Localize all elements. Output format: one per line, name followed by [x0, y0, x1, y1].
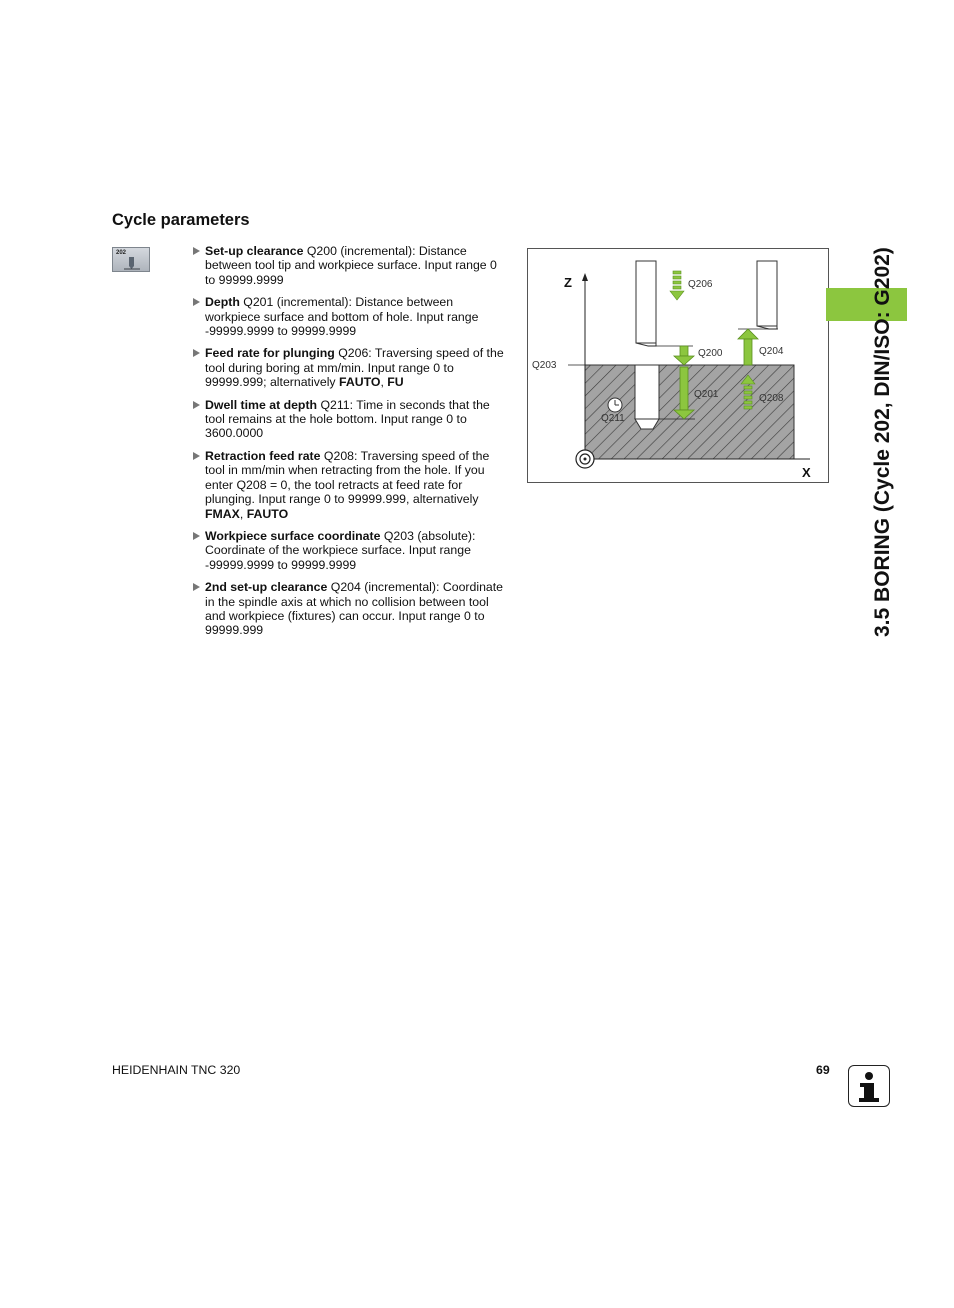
z-axis-arrowhead: [582, 273, 588, 281]
footer-manual-title: HEIDENHAIN TNC 320: [112, 1063, 241, 1077]
parameter-description: Q200 (incremental): Distance between tool tip and workpiece surface. Input range 0 to 99999.9999: [205, 244, 497, 287]
parameter-separator: ,: [239, 506, 247, 521]
parameter-name: Dwell time at depth: [205, 397, 318, 412]
section-title: Cycle parameters: [112, 211, 250, 229]
page-number: 69: [816, 1063, 830, 1077]
label-q211: Q211: [601, 413, 625, 424]
parameter-description: Q201 (incremental): Distance between workpiece surface and bottom of hole. Input range -99999.9999 to 99999.9999: [205, 295, 479, 339]
parameter-name: Set-up clearance: [205, 244, 304, 258]
parameter-option: FU: [387, 375, 404, 390]
bullet-triangle-icon: [193, 452, 200, 460]
bullet-triangle-icon: [193, 401, 200, 409]
label-q201: Q201: [694, 389, 719, 400]
label-q208: Q208: [759, 393, 784, 404]
parameter-description: Q211: Time in seconds that the tool remains at the hole bottom. Input range 0 to 3600.0000: [205, 397, 490, 441]
parameter-description: Q203 (absolute): Coordinate of the workpiece surface. Input range -99999.9999 to 99999.9999: [205, 528, 476, 572]
parameter-item: [192, 529, 508, 572]
parameter-description: Q204 (incremental): Coordinate in the spindle axis at which no collision between tool and workpiece (fixtures) can occur. Input range 0 to 99999.999: [205, 580, 504, 638]
parameter-description: Q206: Traversing speed of the tool during boring at mm/min. Input range 0 to 99999.999; alternatively: [205, 346, 504, 390]
second-setup-clearance-arrow: [738, 329, 758, 365]
label-q204: Q204: [759, 346, 784, 357]
bullet-triangle-icon: [193, 298, 200, 306]
tool-right: [757, 261, 777, 326]
parameter-name: Workpiece surface coordinate: [205, 528, 381, 543]
bullet-triangle-icon: [193, 532, 200, 540]
dwell-clock-icon: [608, 398, 622, 412]
parameter-list: [192, 244, 508, 646]
parameter-description: Q208: Traversing speed of the tool in mm/min when retracting from the hole. If you enter Q208 = 0, the tool retracts at feed rate for plunging. Input range 0 to 99999.999, alternatively: [205, 448, 490, 507]
parameter-separator: ,: [380, 375, 388, 390]
parameter-item: [192, 346, 508, 389]
parameter-item: [192, 398, 508, 441]
boring-cycle-diagram: [527, 248, 829, 483]
bullet-triangle-icon: [193, 349, 200, 357]
setup-clearance-arrow: [674, 346, 694, 365]
z-axis-label: Z: [564, 275, 572, 290]
parameter-item: [192, 244, 508, 287]
parameter-option: FAUTO: [339, 375, 381, 390]
bullet-triangle-icon: [193, 583, 200, 591]
boring-symbol-icon: [113, 248, 151, 273]
parameter-name: Feed rate for plunging: [205, 346, 335, 361]
label-q200: Q200: [698, 348, 723, 359]
side-section-title: 3.5 BORING (Cycle 202, DIN/ISO: G202): [871, 247, 894, 637]
bore-hole: [635, 365, 659, 419]
info-icon: [848, 1065, 890, 1107]
parameter-option: FMAX: [205, 506, 240, 521]
parameter-option: FAUTO: [246, 506, 289, 521]
x-axis-label: X: [802, 465, 811, 480]
parameter-item: [192, 295, 508, 338]
parameter-name: Depth: [205, 295, 240, 310]
feed-plunge-arrow: [670, 271, 684, 300]
label-q206: Q206: [688, 279, 713, 290]
parameter-name: Retraction feed rate: [205, 448, 321, 463]
parameter-name: 2nd set-up clearance: [205, 580, 328, 595]
cycle-number: 202: [116, 250, 127, 256]
label-q203: Q203: [532, 360, 557, 371]
cycle-202-softkey-icon: [112, 247, 150, 272]
bullet-triangle-icon: [193, 247, 200, 255]
parameter-item: [192, 449, 508, 521]
tool-left: [636, 261, 656, 343]
diagram-svg: [528, 249, 830, 484]
parameter-item: [192, 580, 508, 638]
